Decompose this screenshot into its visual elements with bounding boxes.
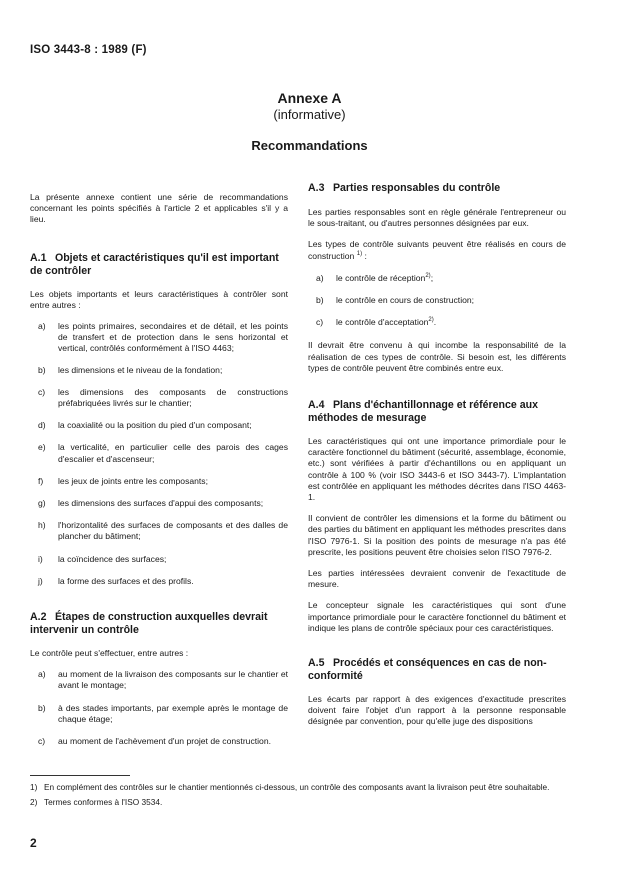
section-number: A.2 [30, 611, 47, 624]
list-item-text: la coïncidence des surfaces; [58, 553, 167, 564]
document-identifier: ISO 3443-8 : 1989 (F) [30, 44, 147, 56]
list-item-text-main: le contrôle d'acceptation [336, 317, 429, 328]
list-item [308, 295, 566, 306]
section-a1-heading [30, 252, 288, 278]
section-a4-paragraph: Il convient de contrôler les dimensions et la forme du bâtiment ou des parties du bâtiment en appliquant les méthodes prescrites dans l'ISO 7976-1. Si la position des points de mesurage n'a pas été prescrite, les positions peuvent être choisies selon l'ISO 7976-2. [308, 513, 566, 557]
section-number: A.5 [308, 657, 325, 670]
list-item [30, 498, 288, 509]
list-item [30, 442, 288, 464]
section-number: A.4 [308, 399, 325, 412]
list-item-label: a) [38, 669, 46, 680]
section-a5-paragraph: Les écarts par rapport à des exigences d'exactitude prescrites doivent faire l'objet d'un rapport à la personne responsable désignée par convention, pour qu'elle juge des dispositions [308, 694, 566, 727]
list-item-label: d) [38, 420, 46, 431]
list-item-text: la verticalité, en particulier celle des parois des cages d'escalier et d'ascenseur; [58, 442, 288, 464]
list-item-text: la forme des surfaces et des profils. [58, 575, 194, 586]
list-item [30, 365, 288, 376]
page-number: 2 [30, 836, 37, 850]
list-item-label: c) [316, 317, 324, 328]
section-title: Parties responsables du contrôle [332, 182, 501, 194]
footnote-divider [30, 775, 130, 776]
list-item-label: c) [38, 736, 46, 747]
list-item-text: la coaxialité ou la position du pied d'un composant; [58, 420, 252, 431]
list-item [30, 476, 288, 487]
footnote-ref: 2) [428, 317, 434, 324]
list-item-label: i) [38, 553, 43, 564]
intro-paragraph: La présente annexe contient une série de recommandations concernant les points spécifiés à l'article 2 et applicables s'il y a lieu. [30, 192, 288, 225]
annex-subtitle: (informative) [273, 107, 346, 122]
list-item-text: le contrôle en cours de construction; [336, 295, 475, 306]
paragraph-text: : [362, 250, 367, 261]
section-title: Plans d'échantillonnage et référence aux méthodes de mesurage [308, 399, 539, 425]
list-item-text: les dimensions des composants de constructions préfabriquées livrés sur le chantier; [58, 386, 288, 409]
list-item [30, 321, 288, 355]
list-item-text: les dimensions et le niveau de la fondation; [58, 364, 223, 375]
paragraph-text: Les types de contrôle suivants peuvent être réalisés en cours de construction [308, 239, 566, 261]
list-item-label: b) [316, 295, 324, 306]
list-item-label: g) [38, 498, 46, 509]
list-item-label: j) [38, 575, 43, 586]
list-item [30, 420, 288, 431]
section-a3-paragraph: Il devrait être convenu à qui incombe la responsabilité de la réalisation de ces types de contrôle. Si besoin est, les différents types de contrôle peuvent être combinés entre eux. [308, 340, 566, 373]
section-a2-list [30, 669, 288, 747]
list-item-text: au moment de la livraison des composants sur le chantier et avant le montage; [58, 669, 288, 691]
list-item-label: a) [38, 321, 46, 332]
footnote-label: 1) [30, 782, 38, 792]
footnote [30, 797, 590, 808]
section-a4-paragraph: Les parties intéressées devraient convenir de l'exactitude de mesure. [308, 568, 566, 590]
footnote-ref: 1) [356, 250, 363, 257]
footnote-ref: 2) [425, 272, 431, 279]
list-item [30, 520, 288, 542]
section-a3-paragraph [308, 239, 566, 261]
list-item-label: c) [38, 386, 46, 397]
list-item [308, 317, 566, 328]
left-column [30, 182, 288, 747]
section-a2-heading [30, 611, 288, 637]
section-a1-list [30, 321, 288, 587]
list-item [308, 273, 566, 284]
list-item-text [336, 317, 566, 328]
footnote-text: En complément des contrôles sur le chantier mentionnés ci-dessous, un contrôle des composants avant la livraison peut être souhaitable. [44, 782, 550, 792]
footnote-label: 2) [30, 797, 38, 807]
footnote-text: Termes conformes à l'ISO 3534. [44, 797, 163, 807]
right-column [308, 182, 566, 728]
list-item-text [336, 273, 566, 284]
list-item-label: h) [38, 520, 46, 531]
section-a4-paragraph: Les caractéristiques qui ont une importance primordiale pour le caractère fonctionnel du bâtiment (sécurité, assemblage, économie, etc.) sont vérifiées à partir d'échantillons ou en appliquant un contrôle à 100 % (voir ISO 3443-6 et ISO 3443-7). L'implantation est contrôlée en appliquant les méthodes décrites dans l'ISO 4463-1. [308, 436, 566, 503]
list-item-label: e) [38, 442, 46, 453]
list-item [30, 669, 288, 691]
list-item [30, 576, 288, 587]
section-a4-heading [308, 399, 566, 425]
list-item-text: les dimensions des surfaces d'appui des composants; [58, 498, 264, 509]
list-item-text-main: le contrôle de réception [336, 272, 426, 283]
list-item-text: à des stades importants, par exemple après le montage de chaque étage; [58, 702, 288, 724]
list-item [30, 736, 288, 747]
list-item [30, 387, 288, 409]
list-item [30, 554, 288, 565]
section-a3-list [308, 273, 566, 329]
list-item-label: a) [316, 272, 324, 283]
section-number: A.1 [30, 251, 47, 264]
list-item-text-end: ; [430, 272, 434, 283]
list-item-text: au moment de l'achèvement d'un projet de construction. [58, 736, 271, 747]
section-title: Procédés et conséquences en cas de non-conformité [308, 657, 547, 683]
list-item-text: les points primaires, secondaires et de détail, et les points de transfert et de protection dans le sens horizontal et vertical, contrôlés conformément à l'ISO 4463; [58, 321, 288, 354]
section-a5-heading [308, 657, 566, 683]
footnote [30, 782, 590, 793]
annex-title: Annexe A [277, 90, 342, 106]
section-title: Étapes de construction auxquelles devrait intervenir un contrôle [30, 611, 268, 637]
annex-heading: Recommandations [251, 138, 368, 153]
section-a4-paragraph: Le concepteur signale les caractéristiques qui sont d'une importance primordiale pour le caractère fonctionnel du bâtiment et indique les plans de contrôle spéciaux pour ces caractéristiques. [308, 600, 566, 633]
section-a1-lead: Les objets importants et leurs caractéristiques à contrôler sont entre autres : [30, 288, 288, 310]
section-a3-heading [308, 182, 566, 195]
section-number: A.3 [308, 182, 325, 194]
list-item-label: f) [38, 475, 44, 486]
section-a3-paragraph: Les parties responsables sont en règle générale l'entrepreneur ou le sous-traitant, ou d'autres personnes désignées par eux. [308, 207, 566, 229]
list-item-text-end: . [433, 317, 437, 328]
section-title: Objets et caractéristiques qu'il est important de contrôler [30, 251, 279, 277]
list-item-label: b) [38, 364, 46, 375]
list-item-text: l'horizontalité des surfaces de composants et des dalles de plancher du bâtiment; [58, 520, 288, 542]
list-item-label: b) [38, 702, 46, 713]
list-item-text: les jeux de joints entre les composants; [58, 475, 208, 486]
list-item [30, 703, 288, 725]
section-a2-lead: Le contrôle peut s'effectuer, entre autres : [30, 648, 189, 659]
